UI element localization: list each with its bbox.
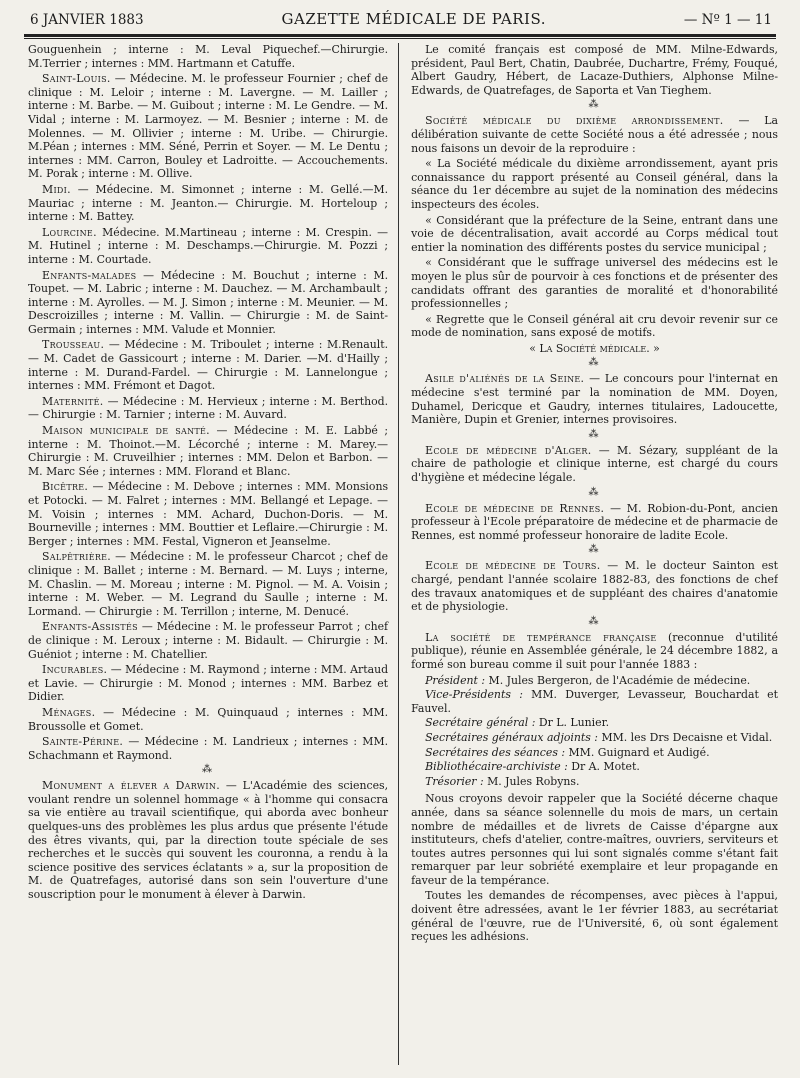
hospital-entry-lead: Trousseau.	[42, 338, 105, 352]
temperance-text: (reconnue d'utilité publique), réunie en Assemblée générale, le 24 décembre 1882, a formé son bureau comme il suit pour l'année 1883 :	[411, 630, 778, 671]
societe-text: — La délibération suivante de cette Société nous a été adressée ; nous nous faisons un devoir de la reproduire :	[411, 114, 778, 155]
separator-stars: ⁂	[588, 357, 601, 369]
comite-paragraph: Le comité français est composé de MM. Milne-Edwards, président, Paul Bert, Chatin, Daubrée, Duchartre, Frémy, Fouqué, Albert Gaudry, Hébert, de Lacaze-Duthiers, Alphonse Milne-Edwards, de Quatrefages, de Saporta et Van Tieghem.	[411, 43, 778, 97]
bureau-role: Secrétaires des séances :	[425, 745, 566, 759]
hospital-entry-text: — Médecine : M. le professeur Parrot ; chef de clinique : M. Leroux ; interne : M. Bidault. — Chirurgie : M. Guéniot ; interne : M. Chatellier.	[28, 620, 389, 661]
hospital-entry	[28, 480, 388, 548]
page-header	[10, 10, 790, 32]
tours-text: — M. le docteur Sainton est chargé, pendant l'année scolaire 1882-83, des fonctions de chef des travaux anatomiques et de suppléant des chaires d'anatomie et de physiologie.	[411, 559, 778, 614]
header-rule-thin	[24, 38, 776, 39]
hospital-entry-lead: Salpêtrière.	[42, 550, 112, 564]
bureau-member	[411, 760, 778, 774]
hospital-entry	[28, 338, 388, 392]
alger-lead: Ecole de médecine d'Alger.	[425, 443, 592, 457]
tours-lead: Ecole de médecine de Tours.	[425, 559, 601, 573]
temperance-lead: La société de tempérance française	[425, 630, 657, 644]
hospital-entry-text: — Médecine : M. Bouchut ; interne : M. Toupet. — M. Labric ; interne : M. Dauchez. — M. Archambault ; interne : M. Ayrolles. — M. J. Simon ; interne : M. Meunier. — M. Descroizilles ; interne : M. Vallin. — Chirurgie : M. de Saint-Germain ; internes : MM. Valude et Monnier.	[28, 268, 389, 336]
asile-text: — Le concours pour l'internat en médecine s'est terminé par la nomination de MM. Doyen, Duhamel, Dericque et Gaudry, internes titulaires, Ladoucette, Manière, Dupin et Grenier, internes provisoires.	[411, 372, 778, 427]
bureau-role: Vice-Présidents :	[425, 688, 523, 702]
hospital-entry-text: — Médecine. M. le professeur Fournier ; chef de clinique : M. Leloir ; interne : M. Lavergne. — M. Lailler ; interne : M. Barbe. — M. Guibout ; interne : M. Le Gendre. — M. Vidal ; interne : M. Larmoyez. — M. Besnier ; interne : M. de Molennes. — M. Ollivier ; interne : M. Uribe. — Chirurgie. M.Péan ; internes : MM. Séné, Perrin et Soyer. — M. Le Dentu ; internes : MM. Carron, Bouley et Ladroitte. — Accouchements. M. Porak ; interne : M. Ollive.	[28, 72, 389, 181]
separator-stars: ⁂	[588, 428, 601, 440]
bureau-names: MM. Duverger, Levasseur, Bouchardat et Fauvel.	[411, 688, 778, 715]
hospital-entry-text: — Médecine : M. Debove ; internes : MM. Monsions et Potocki. — M. Falret ; internes : MM. Bellangé et Lepage. — M. Voisin ; internes : MM. Achard, Duchon-Doris. — M. Bourneville ; internes : MM. Bouttier et Leflaire.—Chirurgie : M. Berger ; internes : MM. Festal, Vigneron et Jeanselme.	[28, 480, 389, 548]
hospital-entry	[28, 395, 388, 422]
tours-paragraph	[411, 559, 778, 613]
hospital-entry-lead: Bicêtre.	[42, 480, 89, 494]
societe-paragraph	[411, 114, 778, 155]
hospital-entry-lead: Lourcine.	[42, 225, 97, 239]
societe-lead: Société médicale du dixième arrondissement.	[425, 114, 724, 128]
hospital-entry-lead: Incurables.	[42, 663, 108, 677]
header-rule-thick	[24, 34, 776, 37]
hospital-entry-text: — Médecine : M. Quinquaud ; internes : MM. Broussolle et Gomet.	[28, 705, 389, 733]
alger-paragraph	[411, 444, 778, 485]
separator-stars: ⁂	[588, 99, 601, 111]
hospital-entry-text: Médecine. M.Martineau ; interne : M. Crespin. — M. Hutinel ; interne : M. Deschamps.—Chirurgie. M. Pozzi ; interne : M. Courtade.	[28, 225, 389, 266]
bureau-member	[411, 688, 778, 715]
separator-stars: ⁂	[588, 544, 601, 556]
bureau-names: Dr L. Lunier.	[535, 716, 610, 730]
bureau-names: MM. Guignard et Audigé.	[565, 745, 710, 759]
hospital-entry-text: Gouguenhein ; interne : M. Leval Piquechef.—Chirurgie. M.Terrier ; internes : MM. Hartmann et Catuffe.	[28, 43, 389, 70]
hospital-entry-lead: Sainte-Périne.	[42, 735, 124, 749]
bureau-names: M. Jules Bergeron, de l'Académie de médecine.	[485, 673, 751, 687]
societe-quote-3: « Considérant que le suffrage universel des médecins est le moyen le plus sûr de pourvoir à ces fonctions et de présenter des candidats offrant des garanties de moralité et d'honorabilité professionnelles ;	[411, 256, 778, 311]
alger-text: — M. Sézary, suppléant de la chaire de pathologie et clinique interne, est chargé du cours d'hygiène et médecine légale.	[411, 443, 778, 485]
bureau-names: MM. les Drs Decaisne et Vidal.	[597, 730, 773, 744]
darwin-monument-lead: Monument a élever a Darwin.	[42, 779, 220, 793]
hospital-entry-text: — Médecine. M. Simonnet ; interne : M. Gellé.—M. Mauriac ; interne : M. Jeanton.— Chirurgie. M. Horteloup ; interne : M. Battey.	[28, 182, 389, 224]
hospital-entry	[28, 226, 388, 267]
separator-stars: ⁂	[588, 615, 601, 627]
darwin-monument-paragraph	[28, 779, 388, 901]
hospital-entry-lead: Enfants-Assistés	[42, 620, 138, 634]
left-column	[28, 43, 399, 1065]
bureau-member	[411, 775, 778, 789]
hospital-entry	[28, 735, 388, 762]
hospital-entry-lead: Midi.	[42, 182, 71, 196]
hospital-entry-text: — Médecine : M. E. Labbé ; interne : M. Thoinot.—M. Lécorché ; interne : M. Marey.—Chirurgie : M. Cruveilhier ; internes : MM. Delon et Barbon. —M. Marc Sée ; internes : MM. Florand et Blanc.	[28, 424, 389, 478]
hospital-entry	[28, 706, 388, 733]
rennes-text: — M. Robion-du-Pont, ancien professeur à l'Ecole préparatoire de médecine et de pharmacie de Rennes, est nommé professeur honoraire de ladite Ecole.	[411, 501, 778, 542]
bureau-role: Trésorier :	[425, 774, 484, 788]
temperance-bureau-list	[411, 674, 778, 789]
hospital-entry-text: — Médecine : M. Triboulet ; interne : M.Renault. — M. Cadet de Gassicourt ; interne : M. Darier. —M. d'Hailly ; interne : M. Durand-Fardel. — Chirurgie : M. Lannelongue ; internes : MM. Frémont et Dagot.	[28, 338, 389, 393]
columns	[10, 43, 790, 1065]
rennes-lead: Ecole de médecine de Rennes.	[425, 501, 605, 515]
rennes-paragraph	[411, 502, 778, 543]
hospital-services-list	[28, 43, 388, 762]
temperance-paragraph-2: Nous croyons devoir rappeler que la Société décerne chaque année, dans sa séance solennelle du mois de mars, un certain nombre de médailles et de livrets de Caisse d'épargne aux instituteurs, chefs d'atelier, contre-maîtres, ouvriers, serviteurs et toutes autres personnes qui lui sont signalés comme s'étant fait remarquer par leur sobriété exemplaire et leur propagande en faveur de la tempérance.	[411, 792, 778, 887]
hospital-entry-lead: Maison municipale de santé.	[42, 424, 210, 438]
bureau-names: Dr A. Motet.	[567, 760, 640, 774]
hospital-entry	[28, 269, 388, 337]
hospital-entry	[28, 72, 388, 181]
bureau-role: Secrétaire général :	[425, 716, 536, 730]
right-column	[399, 43, 778, 1065]
hospital-entry-lead: Ménages.	[42, 705, 96, 719]
societe-signature: « La Société médicale. »	[529, 341, 660, 355]
bureau-member	[411, 731, 778, 745]
bureau-names: M. Jules Robyns.	[483, 774, 580, 788]
temperance-paragraph	[411, 631, 778, 672]
hospital-entry	[28, 43, 388, 70]
hospital-entry	[28, 550, 388, 618]
hospital-entry-text: — Médecine : M. le professeur Charcot ; chef de clinique : M. Ballet ; interne : M. Bernard. — M. Luys ; interne, M. Chaslin. — M. Moreau ; interne : M. Pignol. — M. A. Voisin ; interne : M. Weber. — M. Legrand du Saulle ; interne : M. Lormand. — Chirurgie : M. Terrillon ; interne, M. Denucé.	[28, 550, 389, 618]
societe-quote-4: « Regrette que le Conseil général ait cru devoir revenir sur ce mode de nomination, sans exposé de motifs.	[411, 312, 778, 340]
header-date: 6 JANVIER 1883	[30, 12, 144, 28]
header-journal-title: GAZETTE MÉDICALE DE PARIS.	[281, 10, 546, 28]
header-issue-page: — Nº 1 — 11	[683, 12, 772, 28]
darwin-monument-text: — L'Académie des sciences, voulant rendre un solennel hommage « à l'homme qui consacra sa vie entière au travail scientifique, qui aborda avec bonheur quelques-uns des problèmes les plus ardus que présente l'étude des êtres vivants, qui, par la direction toute spéciale de ses recherches et le succès qui souvent les couronna, a rendu à la science positive des services éclatants » a, sur la proposition de M. de Quatrefages, autorisé dans son sein l'ouverture d'une souscription pour le monument à élever à Darwin.	[28, 779, 389, 902]
bureau-member	[411, 716, 778, 730]
societe-quote-2: « Considérant que la préfecture de la Seine, entrant dans une voie de décentralisation, avait accordé au Corps médical tout entier la nomination des différents postes du service municipal ;	[411, 213, 778, 254]
separator-stars: ⁂	[588, 486, 601, 498]
hospital-entry	[28, 424, 388, 478]
bureau-member	[411, 674, 778, 688]
hospital-entry	[28, 663, 388, 704]
societe-quote-1: « La Société médicale du dixième arrondissement, ayant pris connaissance du rapport présenté au Conseil général, dans la séance du 1er décembre au sujet de la nomination des médecins inspecteurs des écoles.	[411, 157, 778, 211]
bureau-role: Président :	[425, 673, 486, 687]
separator-stars: ⁂	[202, 764, 215, 776]
bureau-member	[411, 746, 778, 760]
bureau-role: Secrétaires généraux adjoints :	[425, 730, 598, 744]
asile-paragraph	[411, 372, 778, 426]
temperance-paragraph-3: Toutes les demandes de récompenses, avec pièces à l'appui, doivent être adressées, avant le 1er février 1883, au secrétariat général de l'œuvre, rue de l'Université, 6, où sont également reçues les adhésions.	[411, 889, 778, 944]
hospital-entry-lead: Enfants-malades	[42, 268, 137, 282]
bureau-role: Bibliothécaire-archiviste :	[425, 760, 568, 774]
asile-lead: Asile d'aliénés de la Seine.	[425, 372, 585, 386]
hospital-entry	[28, 620, 388, 661]
hospital-entry-text: — Médecine : M. Hervieux ; interne : M. Berthod. — Chirurgie : M. Tarnier ; interne : M. Auvard.	[28, 394, 389, 422]
hospital-entry-text: — Médecine : M. Landrieux ; internes : MM. Schachmann et Raymond.	[28, 735, 389, 762]
hospital-entry-lead: Saint-Louis.	[42, 72, 111, 86]
hospital-entry	[28, 183, 388, 224]
hospital-entry-lead: Maternité.	[42, 394, 104, 408]
hospital-entry-text: — Médecine : M. Raymond ; interne : MM. Artaud et Lavie. — Chirurgie : M. Monod ; internes : MM. Barbez et Didier.	[28, 663, 389, 704]
